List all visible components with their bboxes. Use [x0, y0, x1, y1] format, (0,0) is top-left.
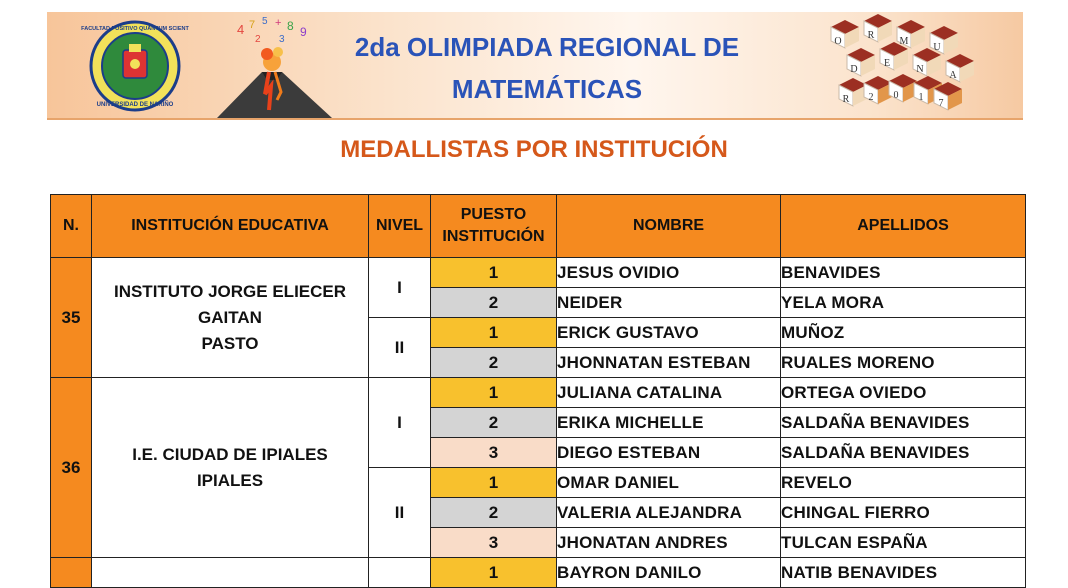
title-line-2: MATEMÁTICAS	[451, 74, 643, 104]
logo-letter: D	[850, 64, 858, 75]
volcano-illustration	[207, 14, 337, 118]
student-surname: CHINGAL FIERRO	[781, 498, 1026, 528]
header-banner	[47, 12, 1023, 120]
logo-letter: U	[933, 42, 941, 53]
table-row	[51, 258, 1026, 288]
position-cell: 2	[431, 498, 557, 528]
institution-number: 36	[51, 378, 92, 558]
student-name: JHONNATAN ESTEBAN	[557, 348, 781, 378]
logo-letter: E	[883, 58, 891, 69]
student-name: OMAR DANIEL	[557, 468, 781, 498]
student-name: VALERIA ALEJANDRA	[557, 498, 781, 528]
logo-letter: N	[916, 64, 924, 75]
logo-cube	[897, 20, 925, 48]
student-surname: RUALES MORENO	[781, 348, 1026, 378]
logo-cube	[889, 74, 917, 102]
position-cell: 1	[431, 468, 557, 498]
position-cell: 1	[431, 378, 557, 408]
level-cell: II	[369, 468, 431, 558]
student-surname: REVELO	[781, 468, 1026, 498]
logo-letter: 2	[868, 92, 874, 103]
logo-letter: M	[899, 36, 909, 47]
position-cell: 2	[431, 348, 557, 378]
olympiad-title	[337, 26, 757, 110]
logo-cube	[864, 76, 892, 104]
svg-text:8: 8	[287, 19, 294, 33]
student-surname: MUÑOZ	[781, 318, 1026, 348]
logo-letter: 7	[938, 98, 944, 109]
position-cell: 1	[431, 318, 557, 348]
institution-name: I.E. CIUDAD DE IPIALES IPIALES	[92, 378, 369, 558]
logo-letter: R	[842, 94, 850, 105]
svg-text:9: 9	[300, 25, 307, 39]
svg-text:2: 2	[255, 34, 261, 45]
table-row	[51, 558, 1026, 588]
position-cell: 2	[431, 408, 557, 438]
institution-number: 35	[51, 258, 92, 378]
student-surname: BENAVIDES	[781, 258, 1026, 288]
logo-cube	[839, 78, 867, 106]
level-cell	[369, 558, 431, 588]
medalists-table	[50, 194, 1026, 588]
student-name: NEIDER	[557, 288, 781, 318]
logo-cube	[831, 20, 859, 48]
student-surname: SALDAÑA BENAVIDES	[781, 408, 1026, 438]
student-surname: TULCAN ESPAÑA	[781, 528, 1026, 558]
col-header-name: NOMBRE	[557, 195, 781, 258]
level-cell: I	[369, 258, 431, 318]
student-name: JULIANA CATALINA	[557, 378, 781, 408]
logo-cube	[847, 48, 875, 76]
svg-text:3: 3	[279, 34, 285, 45]
student-name: JESUS OVIDIO	[557, 258, 781, 288]
logo-letter: 1	[918, 92, 924, 103]
institution-number	[51, 558, 92, 588]
student-surname: SALDAÑA BENAVIDES	[781, 438, 1026, 468]
student-name: BAYRON DANILO	[557, 558, 781, 588]
svg-text:+: +	[275, 17, 282, 29]
student-name: JHONATAN ANDRES	[557, 528, 781, 558]
seal-text-top: FACULTAD POSITIVO QUANTUM SCIENT	[81, 26, 189, 32]
student-name: ERICK GUSTAVO	[557, 318, 781, 348]
svg-text:5: 5	[262, 16, 268, 27]
logo-letter: O	[834, 36, 842, 47]
logo-cube	[946, 54, 974, 82]
svg-text:7: 7	[249, 19, 256, 31]
col-header-institution: INSTITUCIÓN EDUCATIVA	[92, 195, 369, 258]
institution-name	[92, 558, 369, 588]
student-surname: ORTEGA OVIEDO	[781, 378, 1026, 408]
table-header-row	[51, 195, 1026, 258]
level-cell: I	[369, 378, 431, 468]
logo-letter: 0	[893, 90, 899, 101]
col-header-position: PUESTO INSTITUCIÓN	[431, 195, 557, 258]
student-name: DIEGO ESTEBAN	[557, 438, 781, 468]
logo-cube	[930, 26, 958, 54]
student-name: ERIKA MICHELLE	[557, 408, 781, 438]
col-header-num: N.	[51, 195, 92, 258]
position-cell: 2	[431, 288, 557, 318]
institution-name: INSTITUTO JORGE ELIECER GAITAN PASTO	[92, 258, 369, 378]
table-row	[51, 378, 1026, 408]
ormudenar-cubes-logo	[823, 14, 973, 118]
svg-text:4: 4	[237, 22, 245, 37]
position-cell: 3	[431, 438, 557, 468]
position-cell: 1	[431, 558, 557, 588]
logo-letter: R	[867, 30, 875, 41]
student-surname: NATIB BENAVIDES	[781, 558, 1026, 588]
col-header-surname: APELLIDOS	[781, 195, 1026, 258]
seal-text-bottom: UNIVERSIDAD DE NARIÑO	[96, 102, 174, 108]
position-cell: 3	[431, 528, 557, 558]
position-cell: 1	[431, 258, 557, 288]
title-line-1: 2da OLIMPIADA REGIONAL DE	[354, 32, 740, 62]
section-title: MEDALLISTAS POR INSTITUCIÓN	[340, 136, 728, 163]
col-header-level: NIVEL	[369, 195, 431, 258]
logo-letter: A	[949, 70, 957, 81]
university-seal-logo	[81, 20, 189, 112]
logo-cube	[864, 14, 892, 42]
student-surname: YELA MORA	[781, 288, 1026, 318]
level-cell: II	[369, 318, 431, 378]
